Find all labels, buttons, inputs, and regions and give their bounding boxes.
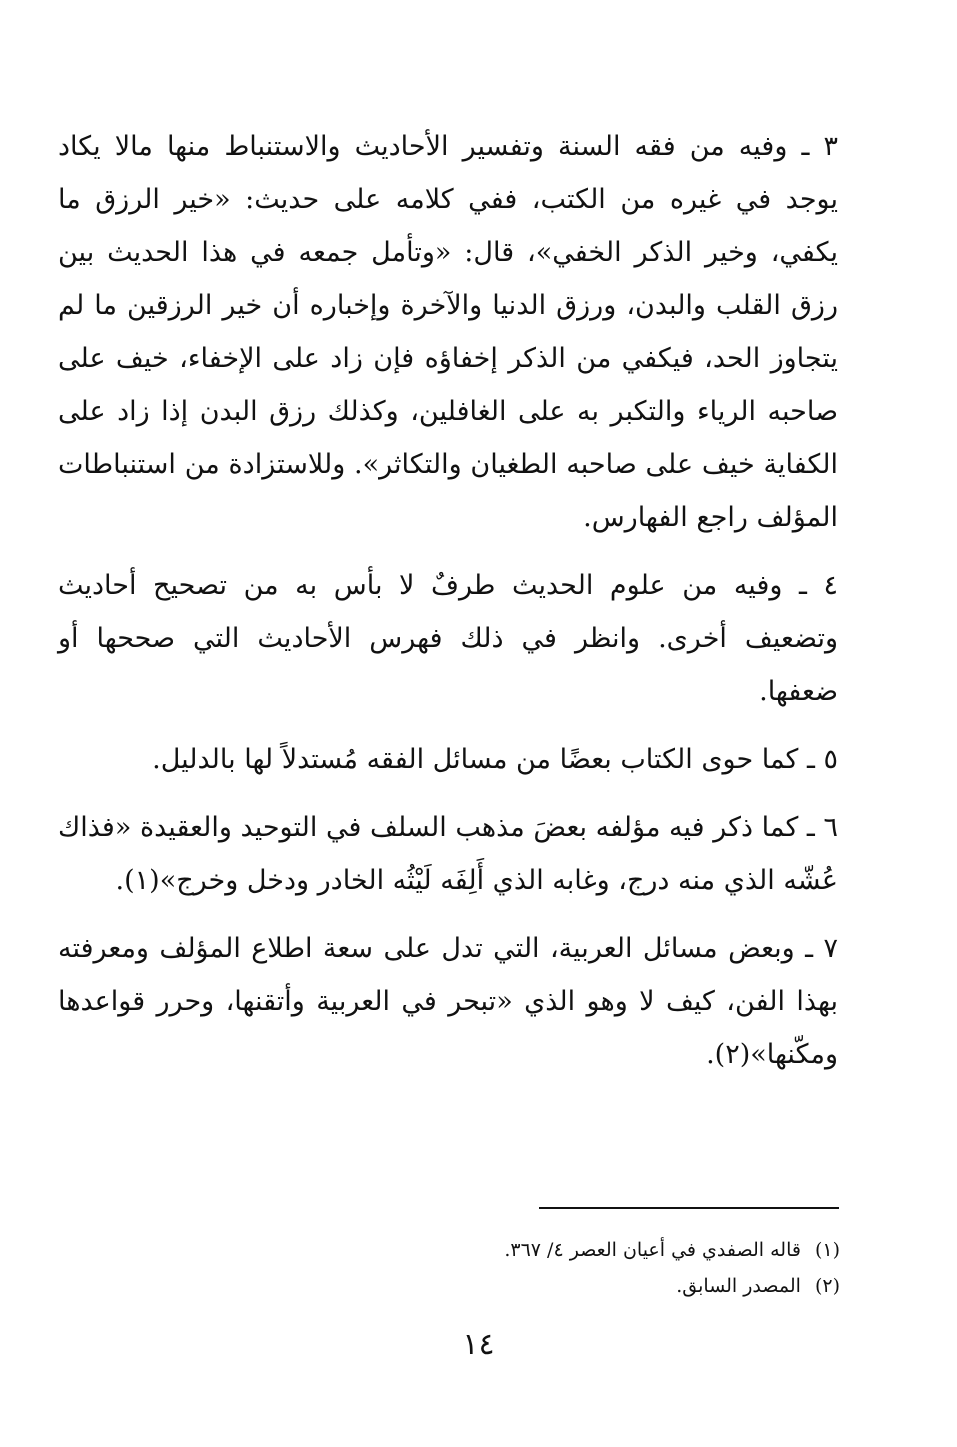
page-number: ١٤ <box>462 1327 495 1362</box>
paragraph-item-3: ٣ ـ وفيه من فقه السنة وتفسير الأحاديث والاستنباط منها مالا يكاد يوجد في غيره من الكتب، ففي كلامه على حديث: «خير الرزق ما يكفي، وخير الذكر الخفي»، قال: «وتأمل جمعه في هذا الحديث بين رزق القلب والبدن، ورزق الدنيا والآخرة وإخباره أن خير الرزقين ما لم يتجاوز الحد، فيكفي من الذكر إخفاؤه فإن زاد على الإخفاء، خيف على صاحبه الرياء والتكبر به على الغافلين، وكذلك رزق البدن إذا زاد على الكفاية خيف على صاحبه الطغيان والتكاثر». وللاستزادة من استنباطات المؤلف راجع الفهارس. <box>58 131 838 533</box>
paragraph-item-6: ٦ ـ كما ذكر فيه مؤلفه بعضَ مذهب السلف في التوحيد والعقيدة «فذاك عُشّه الذي منه درج، وغابه الذي أَلِفَه لَيْثُه الخادر ودخل وخرج»(١). <box>58 812 838 896</box>
paragraph-item-7: ٧ ـ وبعض مسائل العربية، التي تدل على سعة اطلاع المؤلف ومعرفته بهذا الفن، كيف لا وهو الذي «تبحر في العربية وأتقنها، وحرر قواعدها ومكّنها»(٢). <box>58 933 838 1070</box>
paragraph-item-5: ٥ ـ كما حوى الكتاب بعضًا من مسائل الفقه مُستدلاً لها بالدليل. <box>152 744 838 775</box>
footnotes-section <box>360 1232 840 1304</box>
footnote-2 <box>360 1268 840 1304</box>
footnote-number: (٢) <box>814 1275 840 1297</box>
footnote-text: المصدر السابق. <box>676 1275 801 1297</box>
footnote-divider <box>539 1207 839 1209</box>
main-text-block <box>58 120 838 1096</box>
footnote-text: قاله الصفدي في أعيان العصر ٤/ ٣٦٧. <box>504 1239 801 1261</box>
footnote-1 <box>360 1232 840 1268</box>
footnote-number: (١) <box>814 1239 840 1261</box>
paragraph-item-4: ٤ ـ وفيه من علوم الحديث طرفٌ لا بأس به من تصحيح أحاديث وتضعيف أخرى. وانظر في ذلك فهرس الأحاديث التي صححها أو ضعفها. <box>58 570 838 707</box>
